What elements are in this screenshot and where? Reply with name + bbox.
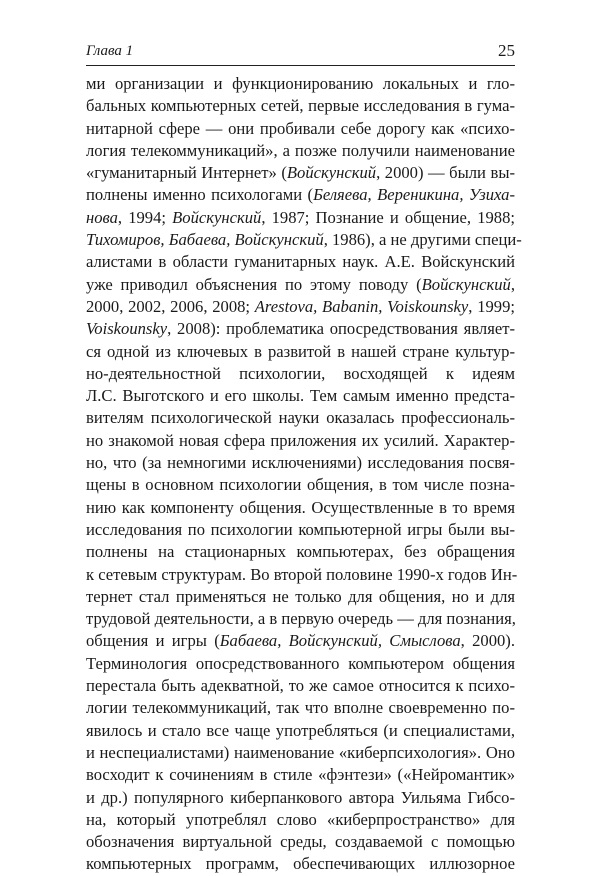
citation-author: Беляева, Вереникина, Узиха- xyxy=(313,185,515,205)
text-line xyxy=(86,95,515,117)
text-segment: Терминология опосредствованного компьютером общения xyxy=(86,653,515,673)
text-segment: восходит к сочинениям в стиле «фэнтези» («Нейромантик» xyxy=(86,765,515,785)
text-line xyxy=(86,519,515,541)
text-segment: вителям психологической науки оказалась профессиональ- xyxy=(86,408,515,428)
text-segment: уже приводил объяснения по этому поводу ( xyxy=(86,274,422,294)
text-segment: нию как компоненту общения. Осуществленные в то время xyxy=(86,497,515,517)
text-line xyxy=(86,853,515,875)
text-segment: , 1994; xyxy=(117,207,173,227)
text-segment: перестала быть адекватной, то же самое относится к психо- xyxy=(86,676,515,696)
text-line xyxy=(86,118,515,140)
text-segment: но-деятельностной психологии, восходящей к идеям xyxy=(86,363,515,383)
text-segment: трудовой деятельности, а в первую очередь — для познания, xyxy=(86,609,516,629)
text-line xyxy=(86,162,515,184)
text-line xyxy=(86,541,515,563)
text-segment: , 2000). xyxy=(460,631,515,651)
text-segment: бальных компьютерных сетей, первые исследования в гума- xyxy=(86,96,515,116)
citation-author: Тихомиров, Бабаева, Войскунский xyxy=(86,230,324,250)
text-segment: , 1999; xyxy=(468,296,515,316)
text-segment: и др.) популярного киберпанкового автора Уильяма Гибсо- xyxy=(86,787,515,807)
text-segment: , 1987; Познание и общение, 1988; xyxy=(261,207,515,227)
text-line xyxy=(86,229,522,251)
text-line xyxy=(86,675,515,697)
text-segment: тернет стал применяться не только для общения, но и для xyxy=(86,586,515,606)
text-line xyxy=(86,341,515,363)
text-segment: логия телекоммуникаций», а позже получили наименование xyxy=(86,140,515,160)
text-segment: , 2008): проблематика опосредствования являет- xyxy=(167,319,515,339)
text-line xyxy=(86,831,515,853)
text-line xyxy=(86,184,515,206)
text-line xyxy=(86,742,515,764)
text-segment: щены в основном психологии общения, в том числе позна- xyxy=(86,475,515,495)
text-segment: обозначения виртуальной среды, создаваемой с помощью xyxy=(86,832,515,852)
text-line xyxy=(86,296,515,318)
text-line xyxy=(86,274,515,296)
text-line xyxy=(86,720,515,742)
text-line xyxy=(86,474,515,496)
chapter-title: Глава 1 xyxy=(86,43,134,59)
text-segment: нитарной сфере — они пробивали себе дорогу как «психо- xyxy=(86,118,515,138)
text-line xyxy=(86,809,515,831)
running-head xyxy=(86,41,515,66)
text-segment: но, что (за немногими исключениями) исследования посвя- xyxy=(86,453,515,473)
text-segment: логии телекоммуникаций, так что вполне своевременно по- xyxy=(86,698,515,718)
text-segment: явилось и стало все чаще употребляться (и специалистами, xyxy=(86,720,515,740)
text-segment: , xyxy=(510,274,515,294)
text-line xyxy=(86,73,515,95)
text-segment: , 1986), а не другими специ- xyxy=(323,230,522,250)
text-segment: «гуманитарный Интернет» ( xyxy=(86,163,287,183)
text-line xyxy=(86,385,515,407)
text-segment: ся одной из ключевых в развитой в нашей стране культур- xyxy=(86,341,515,361)
text-segment: и неспециалистами) наименование «киберпсихология». Оно xyxy=(86,742,515,762)
text-segment: исследования по психологии компьютерной игры были вы- xyxy=(86,519,515,539)
text-segment: , 2000) — были вы- xyxy=(376,163,515,183)
text-segment: к сетевым структурам. Во второй половине 1990-х годов Ин- xyxy=(86,564,518,584)
text-line xyxy=(86,430,515,452)
text-segment: алистами в области гуманитарных наук. А.Е. Войскунский xyxy=(86,252,515,272)
text-line xyxy=(86,586,515,608)
text-line xyxy=(86,207,515,229)
text-segment: полнены именно психологами ( xyxy=(86,185,314,205)
text-segment: 2000, 2002, 2006, 2008; xyxy=(86,296,255,316)
citation-author: нова xyxy=(86,207,118,227)
text-line xyxy=(86,497,515,519)
body-text xyxy=(86,73,522,876)
text-line xyxy=(86,653,515,675)
citation-author: Бабаева, Войскунский, Смыслова xyxy=(219,631,461,651)
text-line xyxy=(86,140,515,162)
text-segment: компьютерных программ, обеспечивающих иллюзорное xyxy=(86,854,515,874)
citation-author: Войскунский xyxy=(421,274,511,294)
text-line xyxy=(86,318,515,340)
text-segment: Л.С. Выготского и его школы. Тем самым именно предста- xyxy=(86,386,515,406)
text-line xyxy=(86,407,515,429)
text-line xyxy=(86,452,515,474)
text-segment: полнены на стационарных компьютерах, без обращения xyxy=(86,542,515,562)
text-segment: общения и игры ( xyxy=(86,631,220,651)
citation-author: Войскунский xyxy=(172,207,262,227)
citation-author: Войскунский xyxy=(286,163,377,183)
text-line xyxy=(86,697,515,719)
citation-author: Voiskounsky xyxy=(86,319,168,339)
page-number: 25 xyxy=(498,41,515,60)
citation-author: Arestova, Babanin, Voiskounsky xyxy=(254,296,469,316)
text-line xyxy=(86,630,515,652)
text-segment: на, который употреблял слово «киберпространство» для xyxy=(86,809,515,829)
text-line xyxy=(86,787,515,809)
text-segment: ми организации и функционированию локальных и гло- xyxy=(86,74,515,93)
text-line xyxy=(86,608,515,630)
text-line xyxy=(86,363,515,385)
text-line xyxy=(86,564,518,586)
text-segment: но знакомой новая сфера приложения их усилий. Характер- xyxy=(86,430,515,450)
text-line xyxy=(86,251,515,273)
text-line xyxy=(86,764,515,786)
